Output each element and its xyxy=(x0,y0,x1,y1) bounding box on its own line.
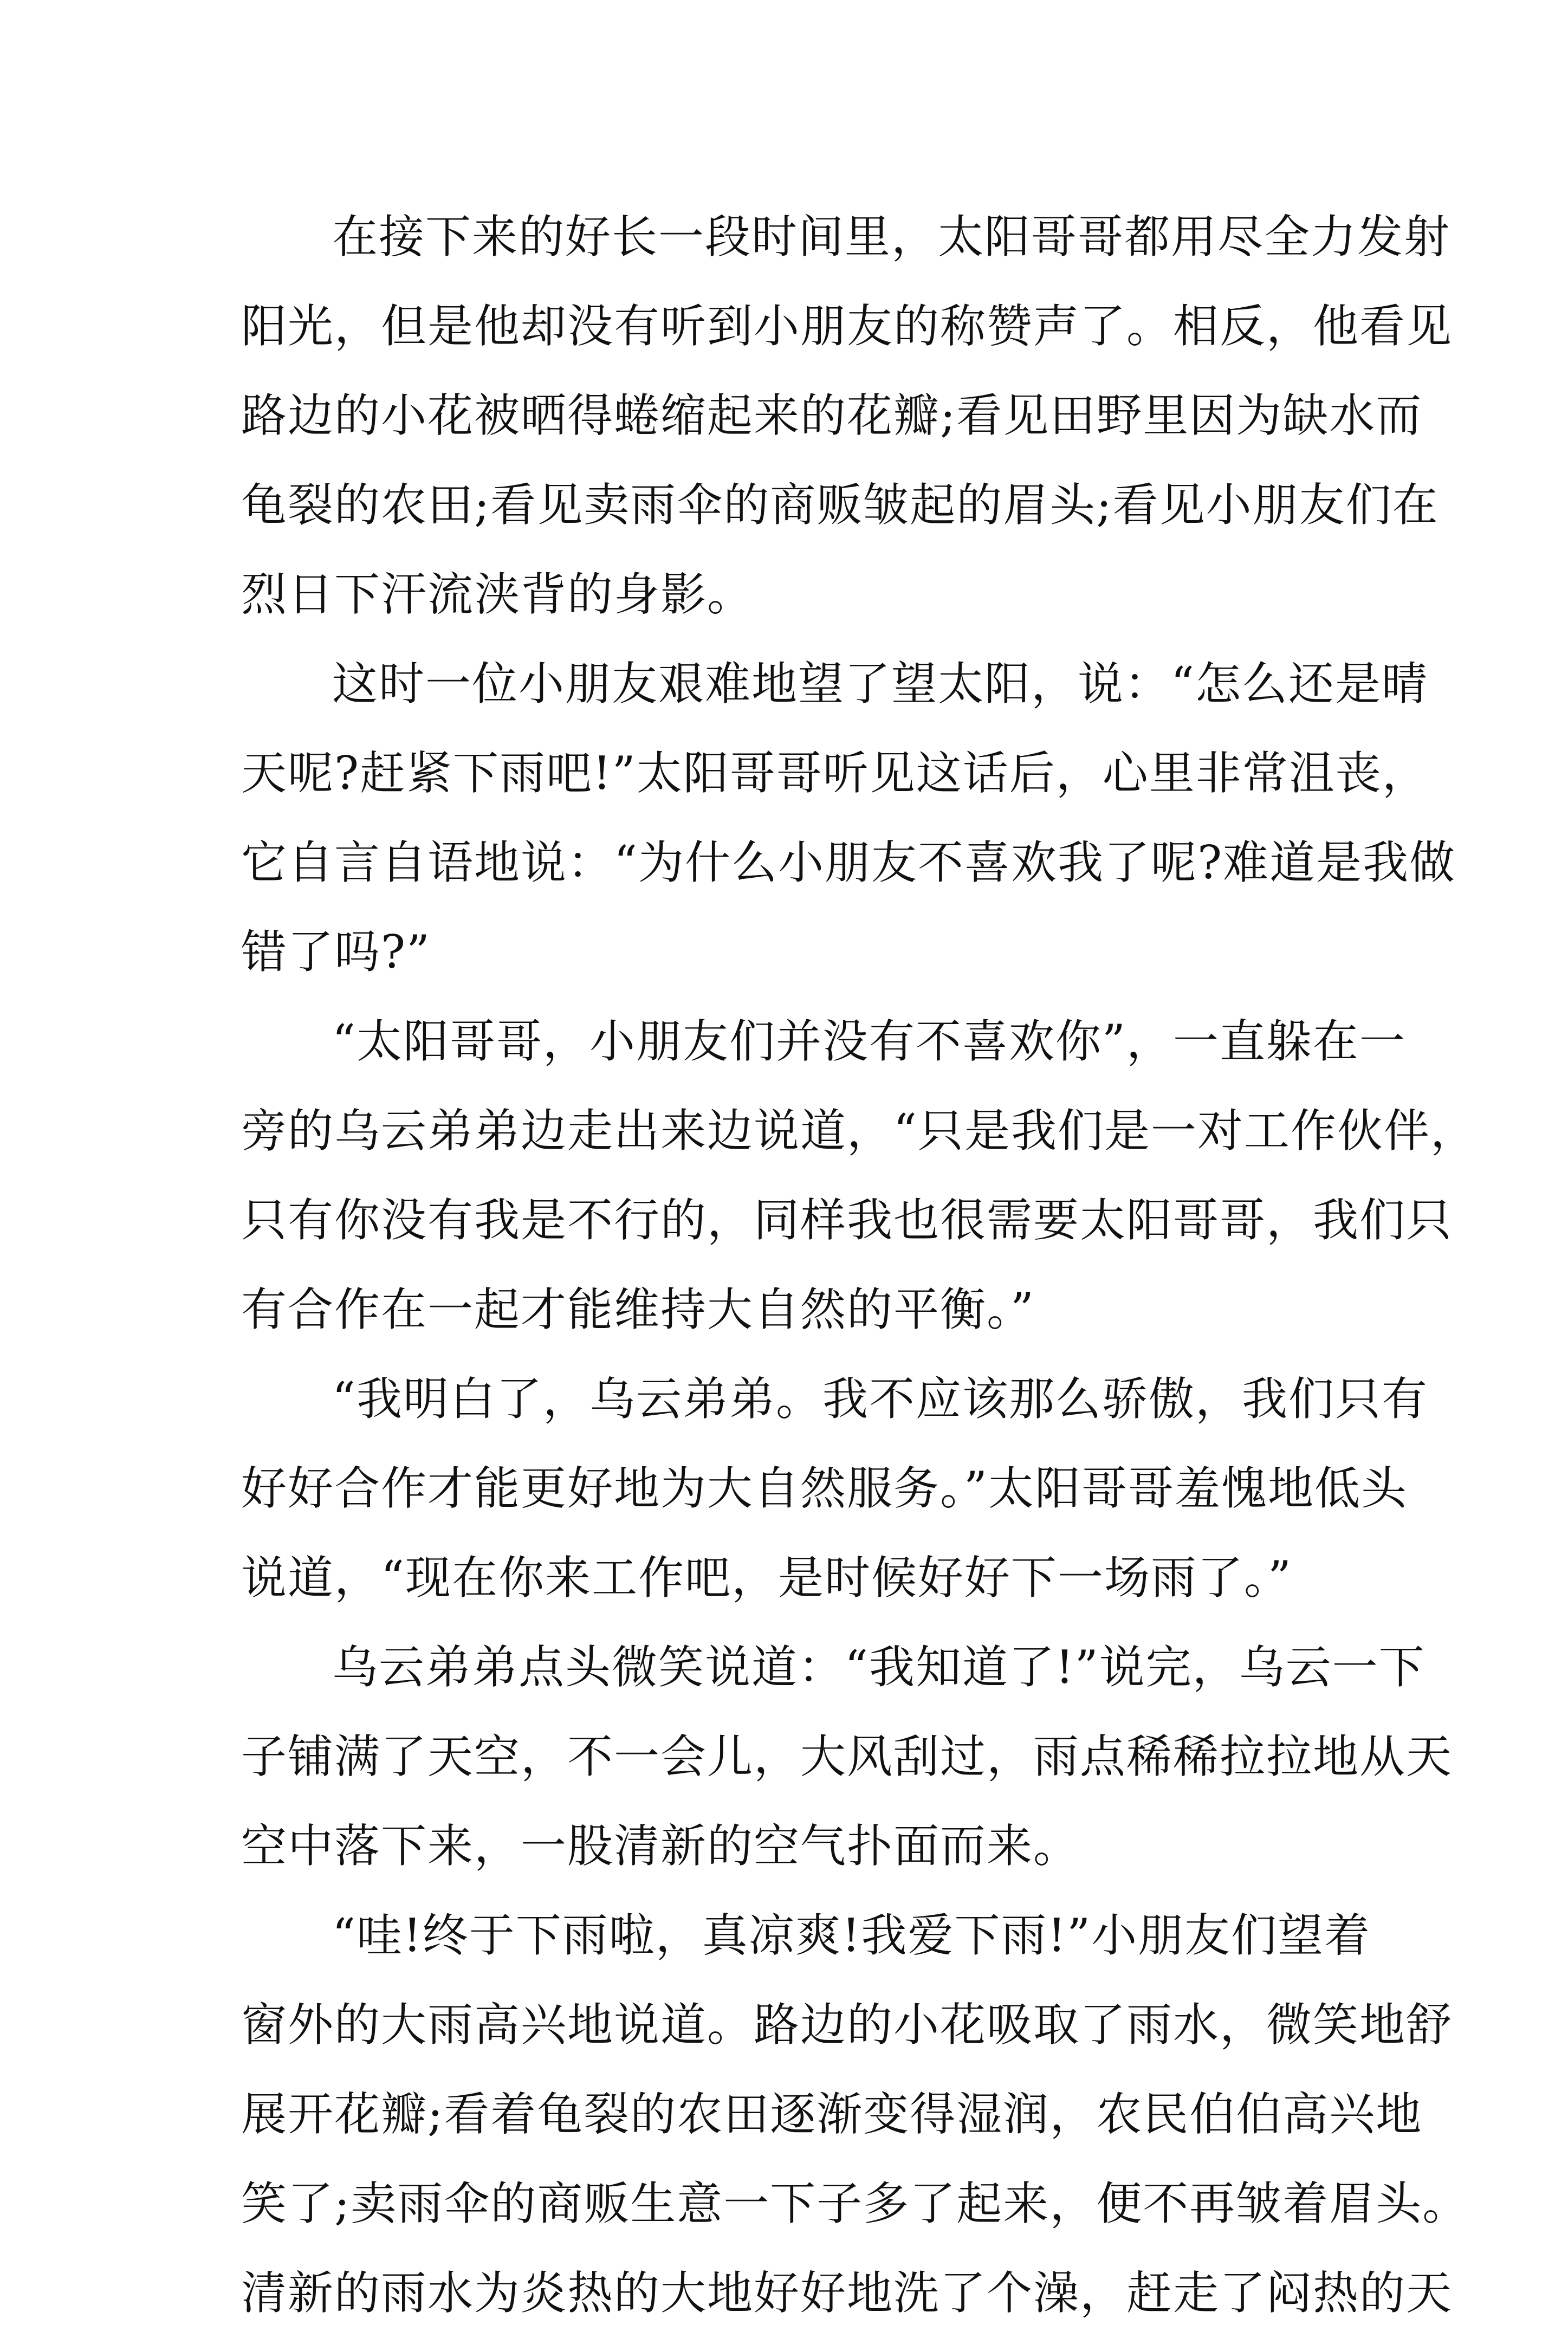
text-line: 路边的小花被晒得蜷缩起来的花瓣;看见田野里因为缺水而 xyxy=(241,389,1423,442)
text-line: 天呢?赶紧下雨吧!”太阳哥哥听见这话后，心里非常沮丧， xyxy=(241,747,1429,800)
text-line: 只有你没有我是不行的，同样我也很需要太阳哥哥，我们只 xyxy=(241,1194,1453,1247)
text-line: “哇!终于下雨啦，真凉爽!我爱下雨!”小朋友们望着 xyxy=(332,1909,1371,1962)
text-line: 旁的乌云弟弟边走出来边说道，“只是我们是一对工作伙伴， xyxy=(241,1104,1477,1157)
text-line: 有合作在一起才能维持大自然的平衡。” xyxy=(241,1283,1035,1336)
text-line: 清新的雨水为炎热的大地好好地洗了个澡，赶走了闷热的天 xyxy=(241,2266,1453,2320)
text-line: 子铺满了天空，不一会儿，大风刮过，雨点稀稀拉拉地从天 xyxy=(241,1730,1453,1783)
text-line: “我明白了，乌云弟弟。我不应该那么骄傲，我们只有 xyxy=(332,1372,1428,1426)
paragraph-2 xyxy=(241,639,1456,997)
text-line: 它自言自语地说：“为什么小朋友不喜欢我了呢?难道是我做 xyxy=(241,836,1456,889)
text-line: 笑了;卖雨伞的商贩生意一下子多了起来，便不再皱着眉头。 xyxy=(241,2177,1469,2230)
text-line: “太阳哥哥，小朋友们并没有不喜欢你”，一直躲在一 xyxy=(332,1015,1406,1068)
document-body xyxy=(241,192,1477,2338)
text-line: 烈日下汗流浃背的身影。 xyxy=(241,568,754,621)
text-line: 说道，“现在你来工作吧，是时候好好下一场雨了。” xyxy=(241,1551,1292,1604)
text-line: 错了吗?” xyxy=(241,925,431,979)
paragraph-6 xyxy=(241,1891,1469,2338)
paragraph-5 xyxy=(241,1623,1453,1891)
text-line: 好好合作才能更好地为大自然服务。”太阳哥哥羞愧地低头 xyxy=(241,1462,1408,1515)
text-line: 乌云弟弟点头微笑说道：“我知道了!”说完，乌云一下 xyxy=(332,1641,1426,1694)
text-line: 阳光，但是他却没有听到小朋友的称赞声了。相反，他看见 xyxy=(241,300,1453,353)
text-line: 窗外的大雨高兴地说道。路边的小花吸取了雨水，微笑地舒 xyxy=(241,1998,1453,2051)
text-line: 这时一位小朋友艰难地望了望太阳，说：“怎么还是晴 xyxy=(332,657,1428,710)
paragraph-3 xyxy=(241,997,1477,1355)
paragraph-4 xyxy=(241,1355,1428,1623)
text-line: 展开花瓣;看着龟裂的农田逐渐变得湿润，农民伯伯高兴地 xyxy=(241,2088,1423,2141)
text-line: 在接下来的好长一段时间里，太阳哥哥都用尽全力发射 xyxy=(332,210,1451,263)
text-line: 龟裂的农田;看见卖雨伞的商贩皱起的眉头;看见小朋友们在 xyxy=(241,478,1439,532)
text-line: 空中落下来，一股清新的空气扑面而来。 xyxy=(241,1819,1080,1873)
paragraph-1 xyxy=(241,192,1453,639)
